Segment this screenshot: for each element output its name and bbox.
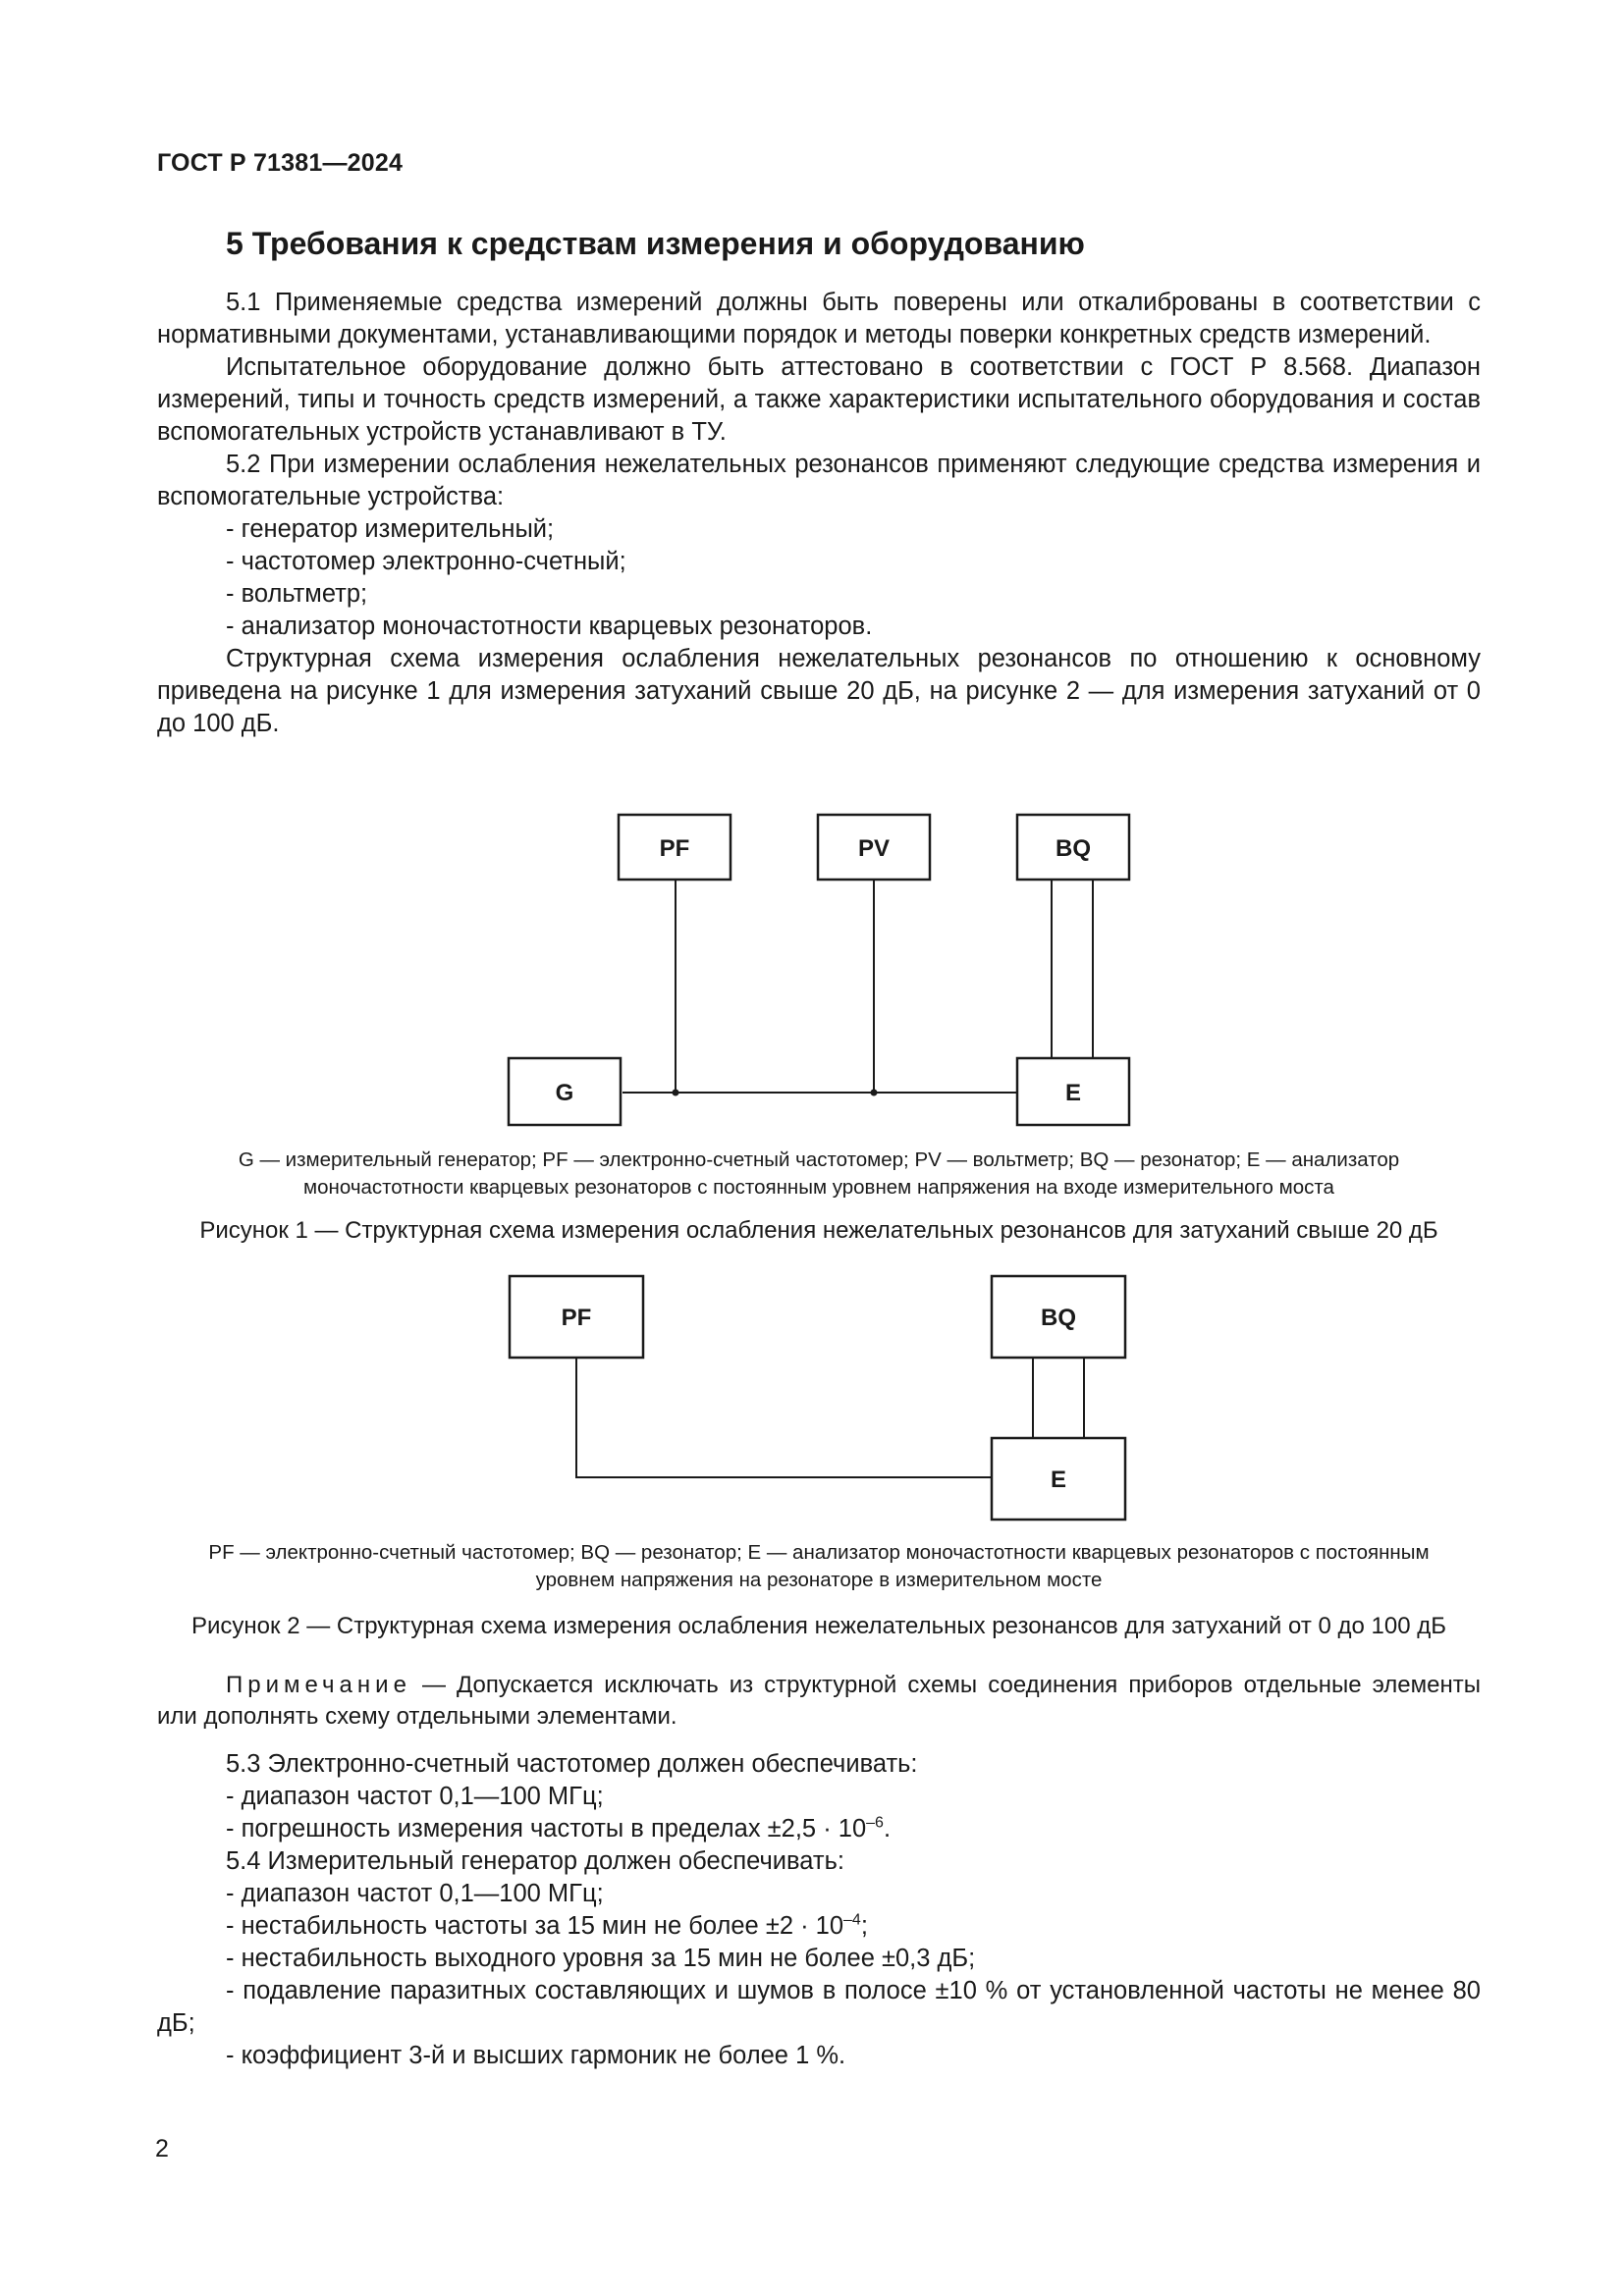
exponent: –6 [866, 1814, 884, 1832]
list-item: - частотомер электронно-счетный; [226, 548, 626, 575]
figure-2-diagram [0, 1266, 1624, 1531]
junction-dot [871, 1090, 878, 1096]
list-item-text: - погрешность измерения частоты в пределах ±2,5 · 10 [226, 1815, 867, 1842]
list-item [157, 1813, 1481, 1845]
exponent: –4 [843, 1911, 861, 1929]
block-e-label: E [1064, 1080, 1082, 1106]
list-item [157, 1910, 1481, 1943]
paragraph-schemes: Структурная схема измерения ослабления нежелательных резонансов по отношению к основному приведена на рисунке 1 для измерения затуханий свыше 20 дБ, на рисунке 2 — для измерения затуханий от 0 до 100 дБ. [157, 645, 1481, 737]
list-item-end: . [883, 1815, 892, 1842]
legend-line: моночастотности кварцевых резонаторов с постоянным уровнем напряжения на входе измерительного моста [303, 1176, 1334, 1199]
list-item: - подавление паразитных составляющих и шумов в полосе ±10 % от установленной частоты не менее 80 дБ; [157, 1977, 1481, 2037]
paragraph-5-4: 5.4 Измерительный генератор должен обеспечивать: [226, 1847, 844, 1875]
figure-1-legend [157, 1147, 1481, 1201]
block-pf-label: PF [561, 1305, 592, 1331]
figure-1-diagram [0, 800, 1624, 1134]
legend-line: PF — электронно-счетный частотомер; BQ — резонатор; E — анализатор моночастотности кварцевых резонаторов с постоянным [208, 1541, 1430, 1564]
document-header: ГОСТ Р 71381—2024 [157, 149, 404, 177]
figure-2-legend [157, 1539, 1481, 1594]
list-item: - вольтметр; [226, 580, 368, 608]
block-g-label: G [555, 1080, 574, 1106]
list-item: - диапазон частот 0,1—100 МГц; [226, 1783, 604, 1810]
note-label: Примечание [226, 1672, 411, 1698]
list-item: - анализатор моночастотности кварцевых резонаторов. [226, 613, 873, 640]
block-pf-label: PF [659, 835, 690, 862]
paragraph-5-2: 5.2 При измерении ослабления нежелательных резонансов применяют следующие средства измерения и вспомогательные устройства: [157, 451, 1481, 510]
list-item: - диапазон частот 0,1—100 МГц; [226, 1880, 604, 1907]
block-e-label: E [1050, 1467, 1067, 1493]
list-item: - нестабильность выходного уровня за 15 мин не более ±0,3 дБ; [226, 1945, 976, 1972]
text-block-2 [157, 1748, 1481, 2072]
figure-2-caption: Рисунок 2 — Структурная схема измерения ослабления нежелательных резонансов для затуханий от 0 до 100 дБ [191, 1613, 1446, 1639]
note-text: — Допускается исключать из структурной схемы соединения приборов отдельные элементы или дополнять схему отдельными элементами. [157, 1672, 1481, 1730]
block-bq-label: BQ [1056, 835, 1091, 862]
figure-1-caption: Рисунок 1 — Структурная схема измерения ослабления нежелательных резонансов для затуханий свыше 20 дБ [199, 1217, 1438, 1244]
junction-dot [673, 1090, 679, 1096]
paragraph-equipment: Испытательное оборудование должно быть аттестовано в соответствии с ГОСТ Р 8.568. Диапазон измерений, типы и точность средств измерений, а также характеристики испытательного оборудования и состав вспомогательных устройств устанавливают в ТУ. [157, 353, 1481, 446]
list-item: - генератор измерительный; [226, 515, 555, 543]
list-item-end: ; [860, 1912, 868, 1940]
page-number: 2 [155, 2135, 169, 2163]
paragraph-5-1: 5.1 Применяемые средства измерений должны быть поверены или откалиброваны в соответствии с нормативными документами, устанавливающими порядок и методы поверки конкретных средств измерений. [157, 289, 1481, 348]
section-title: 5 Требования к средствам измерения и оборудованию [226, 226, 1085, 261]
block-pv-label: PV [857, 835, 891, 862]
legend-line: уровнем напряжения на резонаторе в измерительном мосте [535, 1569, 1103, 1591]
list-item-text: - нестабильность частоты за 15 мин не более ±2 · 10 [226, 1912, 844, 1940]
note [157, 1670, 1481, 1733]
list-item: - коэффициент 3-й и высших гармоник не более 1 %. [226, 2042, 846, 2069]
text-block-1 [157, 287, 1481, 740]
paragraph-5-3: 5.3 Электронно-счетный частотомер должен обеспечивать: [226, 1750, 918, 1778]
block-bq-label: BQ [1041, 1305, 1076, 1331]
note-paragraph [157, 1670, 1481, 1733]
pf-e-connection-line [576, 1358, 992, 1477]
legend-line: G — измерительный генератор; PF — электронно-счетный частотомер; PV — вольтметр; BQ — резонатор; E — анализатор [238, 1148, 1400, 1171]
